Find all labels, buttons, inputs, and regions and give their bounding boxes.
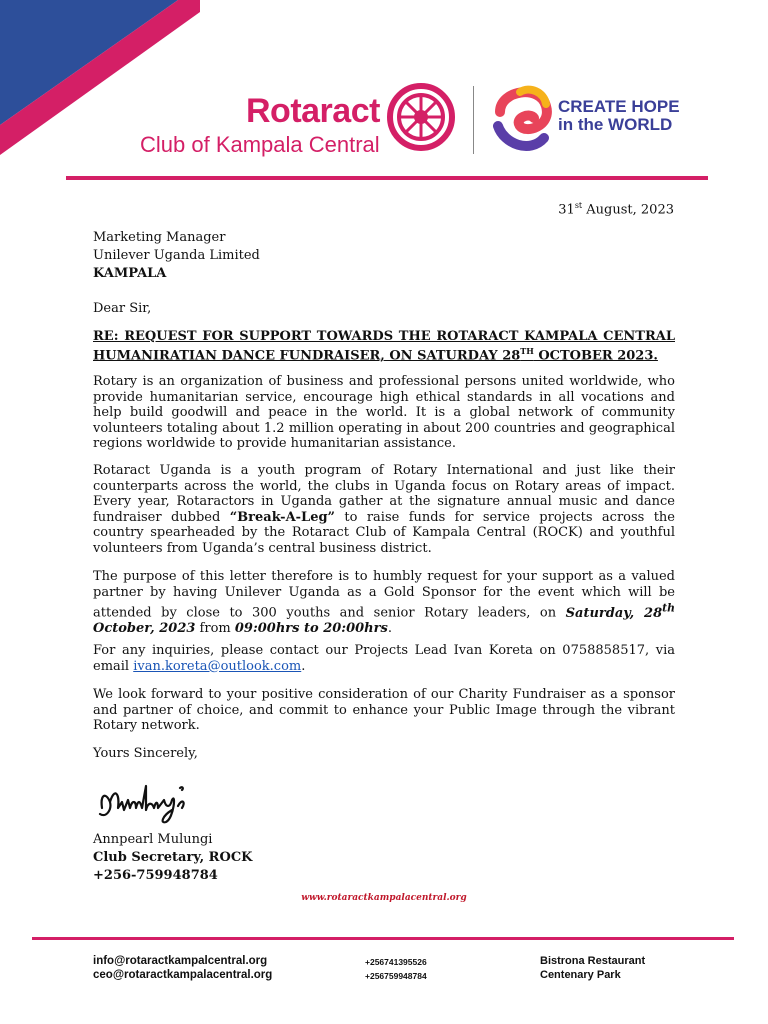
footer-email-1[interactable]: info@rotaractkampalcentral.org — [93, 955, 268, 967]
logo-divider — [473, 86, 474, 154]
signer-phone-text: +256-759948784 — [93, 868, 218, 883]
website-link[interactable]: www.rotaractkampalacentral.org — [301, 893, 467, 903]
signer-role-text: Club Secretary, ROCK — [93, 850, 253, 865]
p4-a: For any inquiries, please contact our Projects Lead Ivan Koreta on 0758858517, via email — [93, 643, 675, 674]
p3-b: from — [195, 621, 235, 637]
date-day: 31 — [558, 202, 575, 218]
rotaract-wordmark: Rotaract — [246, 92, 380, 130]
p2-bold: “Break-A-Leg” — [229, 509, 336, 525]
subject-line — [93, 329, 675, 363]
rotaract-wheel-icon — [386, 82, 456, 152]
p3-a: The purpose of this letter therefore is to humbly request for your support as a valued partner by having Unilever Uganda as a Gold Sponsor for the event which will be attended by close to 300 youths and senior Rotary leaders, on — [93, 569, 675, 621]
footer-emails — [93, 954, 272, 982]
footer-phone-2: +256759948784 — [365, 971, 427, 981]
hope-line-2: in the WORLD — [558, 115, 673, 134]
signer-name: Annpearl Mulungi — [93, 832, 213, 847]
p2-a: Rotaract Uganda is a youth program of Rotary International and just like their counterparts across the world, the clubs in Uganda focus on Rotary areas of impact. Every year, Rotaractors in Uganda gather at the signature annual music and dance fundraiser dubbed — [93, 463, 675, 525]
footer-venue-1: Bistrona Restaurant — [540, 955, 646, 967]
recipient-city-text: KAMPALA — [93, 266, 167, 281]
create-hope-swirl-icon — [490, 82, 554, 156]
signatory — [93, 831, 252, 885]
footer-venue-2: Centenary Park — [540, 969, 621, 981]
paragraph-3 — [93, 569, 675, 637]
footer-email-2[interactable]: ceo@rotaractkampalacentral.org — [93, 969, 273, 981]
paragraph-5: We look forward to your positive consideration of our Charity Fundraiser as a sponsor and partner of choice, and commit to enhance your Public Image through the vibrant Rotary network. — [93, 687, 675, 734]
salutation: Dear Sir, — [93, 301, 152, 316]
p2-b: to raise funds for service projects across the country spearheaded by the Rotaract Club of Kampala Central (ROCK) and youthful volunteers from Uganda’s central business district. — [93, 509, 675, 556]
subject-sup: TH — [520, 346, 534, 356]
paragraph-4 — [93, 643, 675, 674]
p3-time: 09:00hrs to 20:00hrs — [234, 621, 388, 637]
letter-date — [558, 201, 674, 217]
header-rule — [66, 176, 708, 180]
club-name: Club of Kampala Central — [140, 132, 380, 157]
footer-rule — [32, 937, 734, 940]
signature-image — [96, 778, 212, 824]
subject-b: OCTOBER 2023. — [533, 348, 658, 364]
p3-c: . — [387, 621, 392, 637]
date-suffix: st — [574, 201, 583, 210]
footer-venue — [540, 954, 645, 982]
signer-phone — [93, 867, 252, 885]
footer-phone-1: +256741395526 — [365, 957, 427, 967]
p4-b: . — [301, 658, 306, 674]
paragraph-1: Rotary is an organization of business and professional persons united worldwide, who provide humanitarian service, encourage high ethical standards in all vocations and help build goodwill and peace in the world. It is a global network of community volunteers totaling about 1.2 million operating in about 200 countries and geographical regions worldwide to provide humanitarian assistance. — [93, 374, 675, 452]
recipient-company: Unilever Uganda Limited — [93, 248, 260, 263]
subject-a: RE: REQUEST FOR SUPPORT TOWARDS THE ROTARACT KAMPALA CENTRAL HUMANIRATIAN DANCE FUNDRAISER, ON SATURDAY 28 — [93, 329, 675, 364]
p3-date: Saturday, 28 — [565, 605, 663, 621]
p3-date2: October, 2023 — [93, 621, 196, 637]
recipient-address — [93, 229, 260, 283]
hope-line-1: CREATE HOPE — [558, 97, 680, 116]
footer-phones — [365, 955, 427, 983]
p3-sup: th — [662, 601, 675, 615]
closing: Yours Sincerely, — [93, 746, 198, 761]
recipient-title: Marketing Manager — [93, 230, 226, 245]
create-hope-tagline — [558, 98, 680, 134]
signer-role — [93, 849, 252, 867]
recipient-city — [93, 265, 260, 283]
email-link[interactable]: ivan.koreta@outlook.com — [133, 658, 302, 674]
date-rest: August, 2023 — [582, 202, 674, 218]
paragraph-2 — [93, 463, 675, 557]
